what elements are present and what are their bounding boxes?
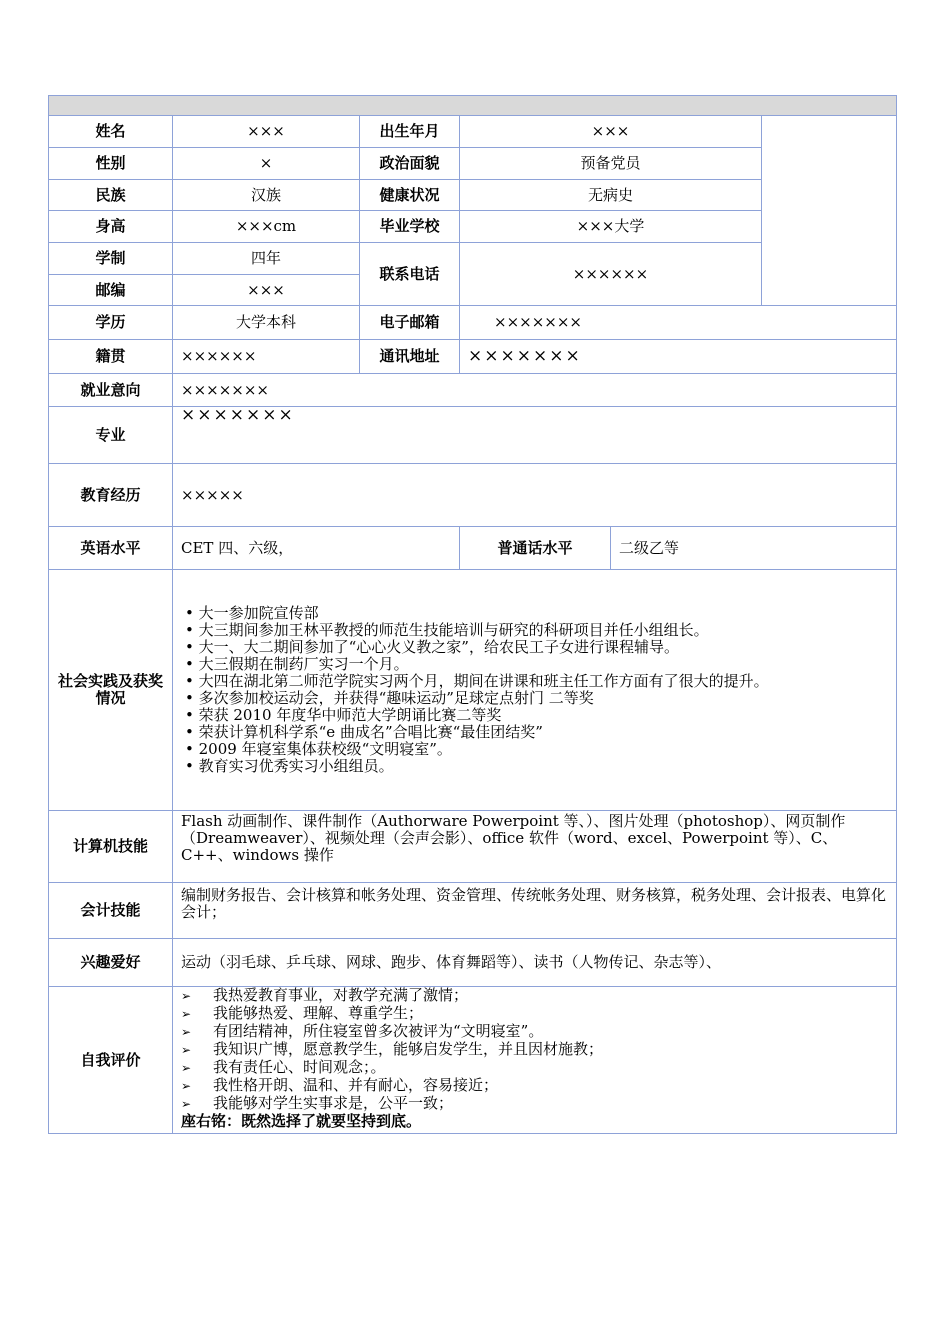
email-label: 电子邮箱 [360, 306, 460, 340]
list-item: ➢ 我性格开朗、温和、并有耐心，容易接近； [181, 1076, 499, 1094]
arrow-bullet-icon: ➢ [181, 1007, 192, 1021]
self-eval-label: 自我评价 [49, 987, 173, 1134]
list-item: ➢ 我能够热爱、理解、尊重学生； [181, 1004, 424, 1022]
self-eval-content [173, 987, 897, 1134]
hometown-value: ×××××× [173, 340, 360, 374]
list-item: • 2009 年寝室集体获校级“文明寝室”。 [185, 740, 452, 758]
birth-label: 出生年月 [360, 116, 460, 148]
list-item: • 荣获计算机科学系“e 曲成名”合唱比赛“最佳团结奖” [185, 723, 543, 741]
list-item: • 大三假期在制药厂实习一个月。 [185, 655, 409, 673]
accounting-label: 会计技能 [49, 883, 173, 939]
list-item: • 大三期间参加王林平教授的师范生技能培训与研究的科研项目并任小组组长。 [185, 621, 709, 639]
education-label: 教育经历 [49, 464, 173, 527]
degree-label: 学历 [49, 306, 173, 340]
postcode-label: 邮编 [49, 275, 173, 306]
photo-box [762, 116, 897, 306]
list-item: ➢ 有团结精神，所住寝室曾多次被评为“文明寝室”。 [181, 1022, 544, 1040]
arrow-bullet-icon: ➢ [181, 1025, 192, 1039]
list-item: • 教育实习优秀实习小组组员。 [185, 757, 394, 775]
list-item: • 荣获 2010 年度华中师范大学朗诵比赛二等奖 [185, 706, 502, 724]
major-label: 专业 [49, 407, 173, 464]
arrow-bullet-icon: ➢ [181, 1043, 192, 1057]
hobby-label: 兴趣爱好 [49, 939, 173, 987]
phone-label: 联系电话 [360, 243, 460, 306]
table-header-bar [49, 96, 897, 116]
address-label: 通讯地址 [360, 340, 460, 374]
mandarin-label: 普通话水平 [460, 527, 611, 570]
politics-value: 预备党员 [460, 148, 762, 180]
height-value: ×××cm [173, 211, 360, 243]
arrow-bullet-icon: ➢ [181, 1097, 192, 1111]
school-label: 毕业学校 [360, 211, 460, 243]
list-item: ➢ 我知识广博，愿意教学生，能够启发学生，并且因材施教； [181, 1040, 604, 1058]
english-value: CET 四、六级， [173, 527, 460, 570]
school-value: ×××大学 [460, 211, 762, 243]
name-value: ××× [173, 116, 360, 148]
arrow-bullet-icon: ➢ [181, 989, 192, 1003]
education-value: ××××× [173, 464, 897, 527]
major-value: ××××××× [173, 407, 897, 464]
mandarin-value: 二级乙等 [611, 527, 897, 570]
list-item: • 多次参加校运动会，并获得“趣味运动”足球定点射门 二等奖 [185, 689, 594, 707]
schooling-value: 四年 [173, 243, 360, 275]
hometown-label: 籍贯 [49, 340, 173, 374]
list-item: • 大四在湖北第二师范学院实习两个月，期间在讲课和班主任工作方面有了很大的提升。 [185, 672, 769, 690]
motto: 座右铭：既然选择了就要坚持到底。 [181, 1112, 422, 1130]
email-value: ××××××× [460, 306, 897, 340]
schooling-label: 学制 [49, 243, 173, 275]
ethnicity-value: 汉族 [173, 180, 360, 211]
politics-label: 政治面貌 [360, 148, 460, 180]
address-value: ××××××× [460, 340, 897, 374]
intent-value: ××××××× [173, 374, 897, 407]
ethnicity-label: 民族 [49, 180, 173, 211]
arrow-bullet-icon: ➢ [181, 1061, 192, 1075]
birth-value: ××× [460, 116, 762, 148]
name-label: 姓名 [49, 116, 173, 148]
list-item: ➢ 我能够对学生实事求是，公平一致； [181, 1094, 454, 1112]
degree-value: 大学本科 [173, 306, 360, 340]
phone-value: ×××××× [460, 243, 762, 306]
computer-value: Flash 动画制作、课件制作（Authorware Powerpoint 等、）、图片处理（photoshop）、网页制作（Dreamweaver）、视频处理（会声会影）、office 软件（word、excel、Powerpoint 等）、C、C++、windows 操作 [173, 811, 897, 883]
height-label: 身高 [49, 211, 173, 243]
list-item: ➢ 我有责任心、时间观念；。 [181, 1058, 386, 1076]
practice-label: 社会实践及获奖情况 [49, 570, 173, 811]
hobby-value: 运动（羽毛球、乒乓球、网球、跑步、体育舞蹈等）、读书（人物传记、杂志等）、 [173, 939, 897, 987]
arrow-bullet-icon: ➢ [181, 1079, 192, 1093]
intent-label: 就业意向 [49, 374, 173, 407]
list-item: • 大一、大二期间参加了“心心火义教之家”，给农民工子女进行课程辅导。 [185, 638, 679, 656]
gender-label: 性别 [49, 148, 173, 180]
health-label: 健康状况 [360, 180, 460, 211]
health-value: 无病史 [460, 180, 762, 211]
accounting-value: 编制财务报告、会计核算和帐务处理、资金管理、传统帐务处理、财务核算，税务处理、会计报表、电算化会计； [173, 883, 897, 939]
list-item: • 大一参加院宣传部 [185, 604, 319, 622]
practice-content [173, 570, 897, 811]
practice-list [181, 605, 888, 775]
english-label: 英语水平 [49, 527, 173, 570]
list-item: ➢ 我热爱教育事业，对教学充满了激情； [181, 986, 469, 1004]
gender-value: × [173, 148, 360, 180]
computer-label: 计算机技能 [49, 811, 173, 883]
resume-table [48, 95, 897, 1134]
postcode-value: ××× [173, 275, 360, 306]
